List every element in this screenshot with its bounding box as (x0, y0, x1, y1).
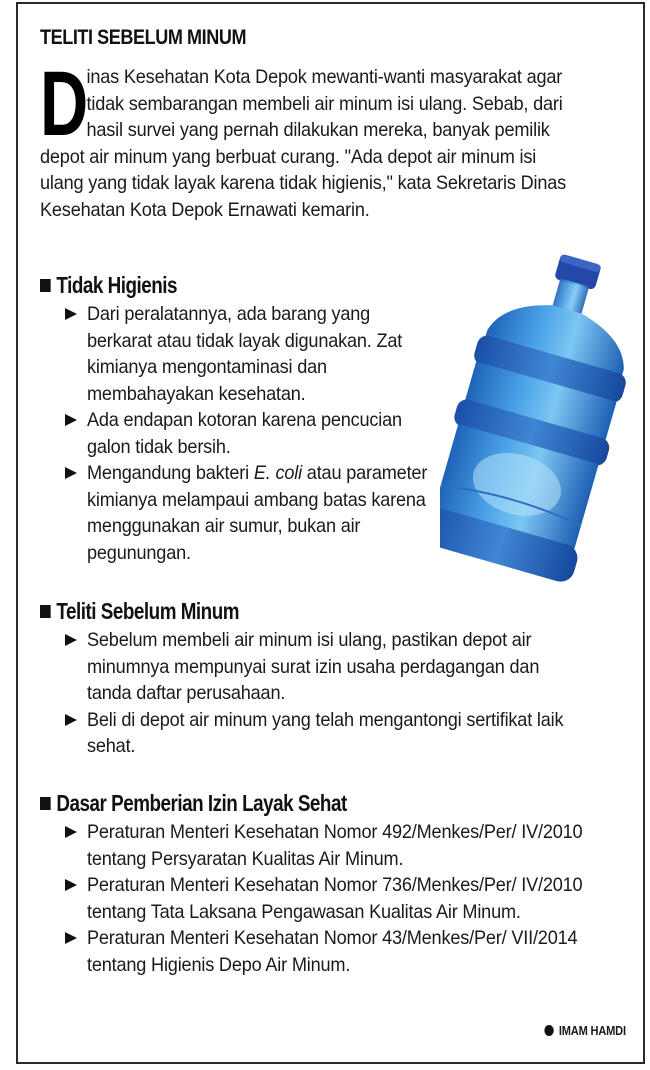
list-item: Dari peralatannya, ada barang yang berkarat atau tidak layak digunakan. Zat kimianya mengontaminasi dan membahayakan kesehatan. (40, 301, 460, 407)
list-item: Mengandung bakteri E. coli atau parameter kimianya melampaui ambang batas karena menggunakan air sumur, bukan air pegunungan. (40, 460, 460, 566)
square-bullet-icon (40, 605, 51, 618)
infographic-title: TELITI SEBELUM MINUM (40, 26, 247, 49)
bullet-dot-icon (544, 1025, 553, 1036)
triangle-bullet-icon (65, 826, 77, 838)
bullet-list (40, 819, 620, 978)
list-item: Sebelum membeli air minum isi ulang, pastikan depot air minumnya mempunyai surat izin usaha perdagangan dan tanda daftar perusahaan. (40, 627, 620, 707)
section-tidak-higienis (40, 272, 460, 566)
triangle-bullet-icon (65, 308, 77, 320)
triangle-bullet-icon (65, 414, 77, 426)
triangle-bullet-icon (65, 634, 77, 646)
triangle-bullet-icon (65, 714, 77, 726)
intro-text: inas Kesehatan Kota Depok mewanti-wanti masyarakat agar tidak sembarangan membeli air minum isi ulang. Sebab, dari hasil survei yang pernah dilakukan mereka, banyak pemilik depot air minum yang berbuat curang. "Ada depot air minum isi ulang yang tidak layak karena tidak higienis," kata Sekretaris Dinas Kesehatan Kota Depok Ernawati kemarin. (40, 66, 567, 221)
triangle-bullet-icon (65, 879, 77, 891)
section-heading: Dasar Pemberian Izin Layak Sehat (40, 790, 516, 817)
drop-cap: D (40, 53, 89, 155)
water-gallon-image (440, 250, 650, 595)
square-bullet-icon (40, 797, 51, 810)
author-credit: IMAM HAMDI (544, 1023, 626, 1038)
list-item: Beli di depot air minum yang telah mengantongi sertifikat laik sehat. (40, 707, 620, 760)
square-bullet-icon (40, 279, 51, 292)
section-heading: Tidak Higienis (40, 272, 384, 299)
list-item: Peraturan Menteri Kesehatan Nomor 736/Menkes/Per/ IV/2010 tentang Tata Laksana Pengawasan Kualitas Air Minum. (40, 872, 620, 925)
list-item: Peraturan Menteri Kesehatan Nomor 43/Menkes/Per/ VII/2014 tentang Higienis Depo Air Minum. (40, 925, 620, 978)
italic-term: E. coli (253, 462, 302, 484)
triangle-bullet-icon (65, 467, 77, 479)
list-item: Ada endapan kotoran karena pencucian galon tidak bersih. (40, 407, 460, 460)
section-teliti-sebelum-minum (40, 598, 620, 760)
triangle-bullet-icon (65, 932, 77, 944)
section-dasar-pemberian-izin (40, 790, 620, 978)
intro-paragraph (40, 53, 579, 223)
bullet-list (40, 301, 460, 566)
section-heading: Teliti Sebelum Minum (40, 598, 516, 625)
list-item: Peraturan Menteri Kesehatan Nomor 492/Menkes/Per/ IV/2010 tentang Persyaratan Kualitas Air Minum. (40, 819, 620, 872)
bullet-list (40, 627, 620, 760)
